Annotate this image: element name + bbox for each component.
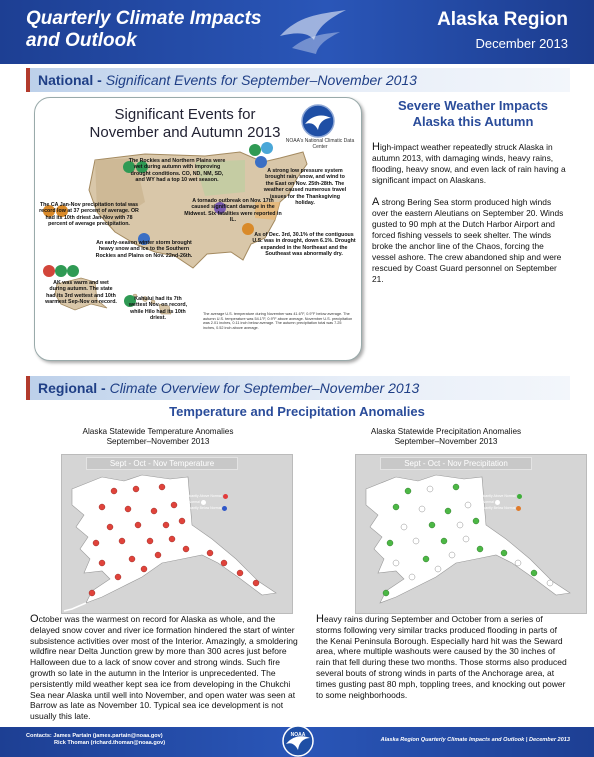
precipitation-legend-row-below bbox=[474, 505, 522, 511]
annotation-drought-status: As of Dec. 3rd, 30.1% of the contiguous U.S. was in drought, down 6.1%. Drought expanded in the Northeast and the Southeast was abnormally dry. bbox=[252, 232, 356, 258]
noaa-footer-logo-text: NOAA bbox=[290, 732, 306, 738]
precipitation-summary-initial: H bbox=[316, 613, 324, 625]
temperature-legend-above-label: Significantly Above Normal bbox=[180, 494, 222, 498]
regional-bar-bold: Regional bbox=[38, 380, 98, 396]
temperature-legend-near-label: Near Normal bbox=[180, 500, 200, 504]
footer-publication-title: Alaska Region Quarterly Climate Impacts and Outlook | December 2013 bbox=[380, 737, 570, 743]
temperature-legend-below-label: Significantly Below Normal bbox=[180, 506, 222, 510]
legend-below-swatch bbox=[222, 506, 227, 511]
national-bar-italic: Significant Events for September–November 2013 bbox=[105, 72, 417, 88]
noaa-footer-logo-icon bbox=[282, 725, 314, 757]
temperature-map-caption-line-1: Alaska Statewide Temperature Anomalies bbox=[82, 427, 234, 436]
alaska-precipitation-map-graphic bbox=[356, 455, 586, 613]
title-line-2: and Outlook bbox=[26, 30, 137, 51]
temperature-legend-row-below bbox=[180, 505, 228, 511]
annotation-hawaii-rainfall: Kahului had its 7th wettest Nov. on record, while Hilo had its 10th driest. bbox=[128, 296, 188, 322]
annotation-low-pressure-east: A strong low pressure system brought rain, snow, and wind to the East on Nov. 25th-28th. The weather caused numerous travel issues for the Thanksgiving holiday. bbox=[263, 168, 347, 207]
contact-row-1 bbox=[26, 733, 165, 740]
severe-weather-heading-line-2: Alaska this Autumn bbox=[412, 114, 534, 129]
precipitation-legend-above-label: Significantly Above Normal bbox=[474, 494, 516, 498]
bird-logo-icon bbox=[278, 6, 348, 56]
legend-near-swatch bbox=[495, 500, 500, 505]
precipitation-legend-below-label: Significantly Below Normal bbox=[474, 506, 516, 510]
precipitation-legend-near-label: Near Normal bbox=[474, 500, 494, 504]
national-significant-events-map bbox=[34, 97, 362, 361]
contact-row-2 bbox=[26, 740, 165, 747]
region-title: Alaska Region bbox=[437, 9, 568, 30]
national-map-title-line-1: Significant Events for bbox=[114, 106, 256, 123]
annotation-tornado-outbreak: A tornado outbreak on Nov. 17th caused significant damage in the Midwest. Six fatalities were reported in IL. bbox=[184, 198, 282, 224]
legend-near-swatch bbox=[201, 500, 206, 505]
anomalies-heading: Temperature and Precipitation Anomalies bbox=[169, 404, 425, 419]
severe-weather-paragraph-1 bbox=[372, 142, 568, 186]
precipitation-map-caption-line-2: September–November 2013 bbox=[394, 437, 498, 446]
winter-storm-icon-cluster bbox=[247, 142, 277, 170]
severe-weather-p2-text: strong Bering Sea storm produced high winds over the eastern Aleutians on September 20. Winds gusted to 90 mph at the Dutch Harbor Airport and forced fishing vessels to seek shelter. The winds broke the anchor line of the Chaos, forcing the vessel ashore. The crew abandoned ship and were rescued by Coast Guard personnel on September 21. bbox=[372, 197, 564, 284]
legend-above-swatch bbox=[223, 494, 228, 499]
contact-thoman[interactable]: Rick Thoman (richard.thoman@noaa.gov) bbox=[54, 740, 166, 746]
temperature-summary-paragraph bbox=[30, 614, 300, 722]
severe-weather-p2-initial: A bbox=[372, 196, 380, 208]
precipitation-summary-paragraph bbox=[316, 614, 570, 700]
annotation-winter-storm: An early-season winter storm brought heavy snow and ice to the Southern Rockies and Plains on Nov. 22nd-26th. bbox=[95, 240, 193, 259]
precipitation-map-caption bbox=[336, 427, 556, 447]
precipitation-map-legend bbox=[474, 493, 522, 511]
contacts-block bbox=[26, 733, 165, 747]
noaa-ncdc-caption: NOAA's National Climatic Data Center bbox=[285, 138, 355, 150]
noaa-ncdc-logo-icon bbox=[301, 104, 335, 138]
temperature-map-caption-line-2: September–November 2013 bbox=[106, 437, 210, 446]
regional-bar-italic: Climate Overview for September–November 2013 bbox=[109, 380, 420, 396]
temperature-map-title: Sept - Oct - Nov Temperature bbox=[86, 457, 238, 470]
regional-section-bar bbox=[26, 376, 570, 400]
temperature-map-legend bbox=[180, 493, 228, 511]
temperature-summary-text: ctober was the warmest on record for Alaska as whole, and the delayed snow cover and river ice formation hindered the start of winter subsistence activities over most of the Interior. Amazingly, a smoldering wildfire near Delta Junction grew by more than 300 acres just before Halloween due to a lack of snow cover and strong winds. Such fire growth so late in the autumn in the Interior is unprecedented. The persistently mild weather kept sea ice from developing in the Chukchi Sea near Alaska until well into November, and open water was seen at Barrow as late as November 10. Typical sea ice development is not usually this late. bbox=[30, 614, 298, 722]
severe-weather-heading-line-1: Severe Weather Impacts bbox=[397, 98, 549, 113]
precipitation-summary-text: eavy rains during September and October from a series of storms following very similar tracks produced flooding in parts of the Kenai Peninsula Borough. Especially hard hit was the Seward area, where multiple washouts were caused by the 30 inches of rain that fell during these two months. Those storms also produced several bouts of strong winds in parts of the Anchorage area, at times gusting past 80 mph, toppling trees, and knocking out power to some neighborhoods. bbox=[316, 614, 567, 700]
issue-date: December 2013 bbox=[475, 36, 568, 51]
alaska-warm-wet-icon-cluster bbox=[43, 264, 79, 278]
national-map-title-line-2: November and Autumn 2013 bbox=[89, 124, 281, 141]
national-bar-bold: National bbox=[38, 72, 94, 88]
regional-bar-dash: - bbox=[97, 380, 110, 396]
temperature-summary-initial: O bbox=[30, 613, 39, 625]
annotation-alaska-warm-wet: AK was warm and wet during autumn. The state had its 3rd wettest and 10th warmest Sep-Nov on record. bbox=[45, 280, 117, 306]
severe-weather-heading bbox=[368, 98, 578, 130]
precipitation-map-title: Sept - Oct - Nov Precipitation bbox=[380, 457, 532, 470]
annotation-california-precip: The CA Jan-Nov precipitation total was record low at 37 percent of average. OR had its 10th driest Jan-Nov with 78 percent of average precipitation. bbox=[39, 202, 139, 228]
severe-weather-p1-initial: H bbox=[372, 141, 380, 153]
legend-wet-swatch bbox=[517, 494, 522, 499]
alaska-temperature-map-graphic bbox=[62, 455, 292, 613]
national-map-title bbox=[35, 106, 335, 142]
national-bar-dash: - bbox=[93, 72, 106, 88]
national-temperature-footnote: The average U.S. temperature during November was 41.6°F, 0.9°F below average. The autumn U.S. temperature was 54.1°F, 0.9°F above average. November U.S. precipitation was 2.01 inches, 0.11 inch below average. The autumn precipitation total was 7.25 inches, 0.52 inch above average. bbox=[203, 312, 353, 330]
temperature-map-caption bbox=[48, 427, 268, 447]
severe-weather-paragraph-2 bbox=[372, 197, 568, 285]
severe-weather-p1-text: igh-impact weather repeatedly struck Alaska in autumn 2013, with damaging winds, heavy rains, flooding, heavy snow, and even lack of rain having a significant impact on Alaskans. bbox=[372, 142, 566, 185]
contacts-label: Contacts: bbox=[26, 733, 52, 739]
title-line-1: Quarterly Climate Impacts bbox=[26, 8, 262, 29]
national-section-bar bbox=[26, 68, 570, 92]
legend-dry-swatch bbox=[516, 506, 521, 511]
alaska-temperature-anomaly-map bbox=[61, 454, 293, 614]
alaska-precipitation-anomaly-map bbox=[355, 454, 587, 614]
contact-partain[interactable]: James Partain (james.partain@noaa.gov) bbox=[53, 733, 163, 739]
annotation-rockies-plains: The Rockies and Northern Plains were wet during autumn with improving drought conditions. CO, ND, NM, SD, and WY had a top 10 wet season. bbox=[128, 158, 226, 184]
precipitation-map-caption-line-1: Alaska Statewide Precipitation Anomalies bbox=[370, 427, 522, 436]
